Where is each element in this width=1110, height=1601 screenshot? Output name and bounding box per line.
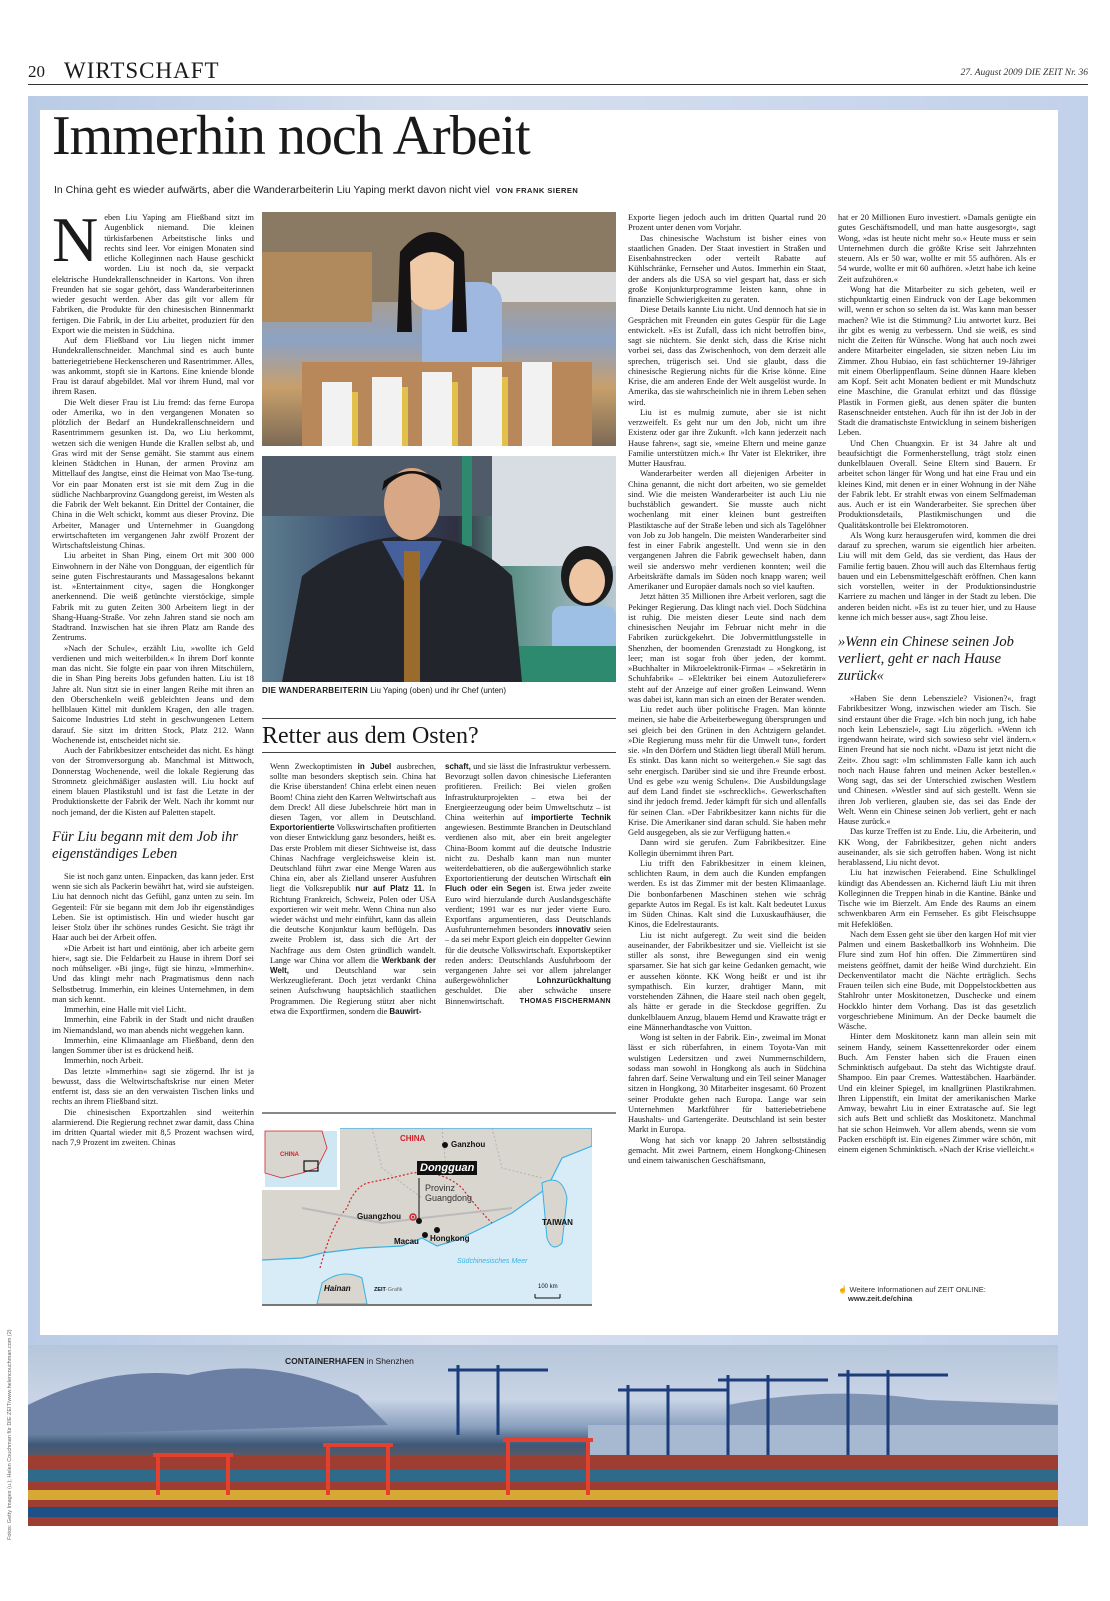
section-title: WIRTSCHAFT (64, 58, 220, 83)
paragraph: Immerhin, noch Arbeit. (64, 1055, 144, 1066)
paragraph: Auch der Fabrikbesitzer entscheidet das nicht. Es hängt von der Stromversorgung ab. Manchmal ist Mittwoch, Donnerstag Wochenende, weil die lokale Regierung das Stromnetz gleichmäßiger auslasten will. Liu hockt auf einem blauen Plastikstuhl und ist fast die Letzte in der Produktionskette der Fabrik der Welt. Nach ihr kommt nur noch jemand, der die Kisten auf Paletten stapelt. (52, 745, 254, 817)
map-label-guangzhou: Guangzhou (357, 1212, 401, 1221)
paragraph: Immerhin, eine Klimaanlage am Fließband, denn den langen Sommer über ist es drückend heiß. (52, 1034, 254, 1055)
paragraph: Wong hat die Mitarbeiter zu sich gebeten, weil er stichpunktartig einen Eindruck von der Lage bekommen will, wenn er schon so selten da ist. Was kann man besser machen? Wie ist die Stimmung? Liu antwortet kurz. Bei ihr gibt es wenig zu verbessern. Und sie weiß, es sind nicht die Zeiten für Wünsche. Wong hat auch noch zwei andere Mitarbeiter eingeladen, sie sitzen neben Liu im Zimmer. Zhou Hubiao, ein fast schüchterner 19-Jähriger mit einem Oberlippenflaum. Seine dünnen Haare kleben am Kopf. Seit acht Monaten bedient er mit Mundschutz eine Maschine, die Granulat erhitzt und das flüssige Plastik in Formen gießt, aus denen später die bunten Rasenschneider entstehen. Auch für ihn ist der Job in der Stadt die dramatischste Entwicklung in seinem bisherigen Leben. (838, 283, 1036, 438)
text-run: und Deutschland war sein Werkzeuglieferant. Doch jetzt verdankt China seinen Aufschwung hauptsächlich staatlichen Programmen. Die Regierung stützt aber nicht etwa die Exportfirmen, sondern die (270, 966, 436, 1016)
text-run: Volkswirtschaften profitierten von dieser Entwicklung ganz besonders, heißt es. Das erste Problem mit dieser Sichtweise ist, dass Chinas Nachfrage vergleichsweise klein ist. Deutschland führt zwar eine Menge Waren aus China ein, aber als Zielland unserer Ausfuhren liegt die Volksrepublik (270, 823, 436, 894)
map-taiwan (542, 1180, 567, 1247)
paragraph: Die chinesischen Exportzahlen sind weiterhin alarmierend. Die Regierung rechnet zwar damit, dass China im dritten Quartal wieder mit 8,5 Prozent wachsen wird, nach 7,9 Prozent im zweiten. Chinas (52, 1106, 254, 1148)
col1-paragraphs-after (52, 871, 254, 1148)
paragraph: Liu redet auch über politische Fragen. Man könnte meinen, sie habe die Arbeiterbewegung übersprungen und sei gleich bei den Grünen in den Achtzigern gelandet. »Die Regierung muss mehr für die Umwelt tun«, fordert sie. »In den Dörfern und Städten liegt überall Müll herum. Es stinkt. Das kann nicht so weitergehen.« Sie sagt das sehr energisch. Darüber sind sie und ihre Freunde erbost. Und es gebe »zu wenig Schulen«. Die Ausbildungslage auf dem Land findet sie »schrecklich«. Gewerkschaften sind ihr jedoch fremd. Jeder kämpft für sich und allenfalls für seinen Clan. »Der Fabrikbesitzer kann nichts für die Krise. Die Amerikaner sind daran schuld. Sie haben mehr Geld ausgegeben, als sie zur Verfügung hatten.« (628, 704, 826, 837)
paragraph: Immerhin, eine Fabrik in der Stadt und nicht draußen im Niemandsland, wo man abends nicht weggehen kann. (52, 1014, 254, 1035)
paragraph: »Die Arbeit ist hart und eintönig, aber ich arbeite gern hier«, sagt sie. Die Feldarbeit zu Hause in ihrem Dorf sei noch mühseliger. »Bi jing«, fügt sie hinzu, »Immerhin«. Und das klingt mehr nach Pragmatismus denn nach Selbstbetrug. Immerhin, ein kleines Unternehmen, in dem man sich kennt. (52, 942, 254, 1004)
paragraph: Wong hat sich vor knapp 20 Jahren selbstständig gemacht. Mit zwei Partnern, einem Hongkong-Chinesen und einem taiwanischen Geschäftsmann, (628, 1134, 826, 1165)
paragraph: Liu trifft den Fabrikbesitzer in einem kleinen, schlichten Raum, in dem auch die Kunden empfangen werden. Es ist das Zimmer mit der besten Klimaanlage. Die bonbonfarbenen Maschinen stehen wie schräg geparkte Autos im Regal. Es ist kalt. Kalt bedeutet Luxus im Süden Chinas. Kalt sind die Luxuskaufhäuser, die Kinos, die Edelrestaurants. (628, 857, 826, 930)
issue-line: 27. August 2009 DIE ZEIT Nr. 36 (960, 68, 1088, 78)
paragraph: Dann wird sie gerufen. Zum Fabrikbesitzer. Eine Kollegin übernimmt ihren Part. (628, 837, 826, 858)
paragraph: Das letzte »Immerhin« sagt sie zögernd. Ihr ist ja bewusst, dass die Weltwirtschaftskrise nur einen Meter entfernt ist, dass sie an den verwaisten Tischen links und rechts an ihrem Fließband sitzt. (52, 1065, 254, 1107)
commentary-title-rule (262, 752, 616, 753)
paragraph: Wong ist selten in der Fabrik. Ein-, zweimal im Monat lässt er sich rüberfahren, in einem Toyota-Van mit wulstigen Ledersitzen und zwei Nummernschildern, sodass man sowohl in Hongkong als auch in Südchina fahren darf. Seine Verwaltung und ein Teil seiner Manager sitzen in Hongkong, 30 Mitarbeiter insgesamt. 60 Prozent seiner Produkte gehen nach Europa. Lange war sein Unternehmen Marktführer für batteriebetriebene Haushalts- und Gartengeräte. Deutschland ist sein bester Markt in Europa. (628, 1032, 826, 1135)
map-label-ganzhou: Ganzhou (451, 1140, 486, 1149)
col4-paragraphs (838, 284, 1036, 622)
masthead (28, 60, 1088, 85)
text-run: In Richtung Frankreich, Schweiz, Polen oder USA exportieren wir weit mehr. Wenn China nun also wieder wächst und mehr einführt, kann das allein die deutsche Konjunktur kaum beflügeln. Das zweite Problem ist, dass sich die Art der Nachfrage aus dem Osten gründlich wandelt. Lange war China vor allem die (270, 884, 436, 965)
commentary-column-1 (270, 762, 436, 1017)
col4-first-paragraph: hat er 20 Millionen Euro investiert. »Damals genügte ein gutes Geschäftsmodell, und man hatte ausgesorgt«, sagt Wong, »das ist heute nicht mehr so.« Heute muss er sein Unternehmen durch die größte Krise seit Jahrzehnten steuern. Als er 50 war, wollte er mit 55 aufhören. Als er 54 wurde, wollte er mit 60 aufhören. »Jetzt habe ich keine Zeit aufzuhören.« (838, 212, 1036, 284)
photo-credit: Fotos: Getty Images (u.); Helen Couchman für DIE ZEIT/www.helencouchman.com (2) (7, 1329, 13, 1540)
intertitle: Für Liu begann mit dem Job ihr eigenständiges Leben (52, 828, 239, 862)
map-scale-label: 100 km (538, 1284, 558, 1290)
intertitle-quote: »Wenn ein Chinese seinen Job verliert, geht er nach Hause zurück« (838, 634, 1014, 684)
container-rows (28, 1455, 1058, 1526)
map-source: ZEIT-Grafik (374, 1287, 403, 1293)
paragraph: »Nach der Schule«, erzählt Liu, »wollte ich Geld verdienen und mich weiterbilden.« In ihrem Dorf konnte man das nicht. Sie folgte ein paar von ihren Mitschülern, die in Shan Ping bereits Jobs gefunden hatten. Liu ist 18 Jahre alt. Nun sitzt sie in einer langen Reihe mit ihren an den Oberschenkeln weiß gebleichten Jeans und dem hellblauen Kittel mit dunklem Kragen, den alle tragen. Saicome Industries Ltd steht in geschwungenen Lettern darauf. Sie sitzt im dritten Stock, Platz 212. Wann Wochenende ist, entscheidet nicht sie. (52, 642, 254, 745)
harbor-caption-label: CONTAINERHAFEN (285, 1356, 365, 1366)
text-run: angewiesen. Bestimmte Branchen in Deutschland verdienen also mit, aber ein breit angelegter China-Boom kommt auf die deutsche Industrie nicht zu. Deshalb kann man nun munter weiterdebattieren, ob die außergewöhnlich starke Exportorientierung der deutschen Wirtschaft (445, 823, 611, 884)
subhead-text: In China geht es wieder aufwärts, aber die Wanderarbeiterin Liu Yaping merkt davon nicht viel (54, 184, 490, 196)
commentary-column-2 (445, 762, 611, 1007)
paragraph: Liu ist nicht aufgeregt. Zu weit sind die beiden auseinander, der Fabrikbesitzer und sie. Vielleicht ist sie stiller als sonst, ihre Bewegungen sind ein wenig sparsamer. Sie hat sich gar keine Gedanken gemacht, wie er aussehen könnte. KK Wong heißt er und ist ihr sympathisch. Ein kurzer, drahtiger Mann, mit vorstehenden Zähnen, die Haare steil nach oben gegelt, als hätte er gerade in die Steckdose gegriffen. Zu dunkelblauem Anzug, blauem Hemd und Krawatte trägt er eine Männerhandtasche von Vuitton. (628, 929, 826, 1032)
photo-worker-illustration (262, 212, 616, 446)
map-label-macau: Macau (394, 1237, 419, 1246)
map-inset-label: CHINA (280, 1152, 299, 1158)
paragraph: Wanderarbeiter werden all diejenigen Arbeiter in China genannt, die nicht dort arbeiten, wo sie gemeldet sind. Wie die meisten Wanderarbeiter ist auch Liu nie buchstäblich gewandert. Sie musste auch nicht wochenlang mit einer kleinen bunt gestreiften Plastiktasche auf der Straße leben und sich als Tagelöhner von Job zu Job hangeln. Die meisten Wanderarbeiter sind fest in einer Fabrik angestellt. Und wenn sie in den vergangenen Jahren die Fabrik gewechselt haben, dann weil sie anderswo mehr verdienen konnten; weil die Arbeitskräfte damals im Süden noch knapp waren; weil Amerikaner und Europäer damals noch so viel kauften. (628, 468, 826, 591)
harbor-caption-text: in Shenzhen (366, 1356, 414, 1366)
photo-caption (262, 686, 506, 695)
emphasis: innovativ (555, 925, 591, 935)
map-label-china: CHINA (400, 1134, 426, 1143)
paragraph: Jetzt hätten 35 Millionen ihre Arbeit verloren, sagt die Pekinger Regierung. Das klingt nach viel. Doch Südchina ist ruhig. Die meisten dieser Leute sind nach dem chinesischen Neujahr im Februar nicht mehr in die Fabriken zurückgekehrt. Die Jobvermittlungsstelle in Shenzhen, der boomenden Grenzstadt zu Hongkong, ist leer; man ist sogar froh über jeden, der kommt. »Buchhalter in Mikroelektronik-Firma« – »Sekretärin in Schuhfabrik« – »Elektriker bei einem Autozulieferer« steht auf der Anzeige auf einer großen Leinwand. Wenn was dabei ist, kann man sich an einen der Berater wenden. (628, 591, 826, 704)
text-run: ausbrechen, sollte man besonders skeptisch sein. China hat die Krise überstanden! China erlebt einen neuen Boom! China zieht den Karren Weltwirtschaft aus dem Dreck! All diese Jubelschreie hört man in diesen Tagen, vor allem in Deutschland. (270, 762, 436, 823)
map-guangdong (262, 1128, 592, 1306)
photo-boss (262, 456, 616, 682)
emphasis: in Jubel (357, 762, 392, 771)
text-run: ist. Etwa jeder zweite Euro wird hierzulande durch Auslandsgeschäfte verdient; 1991 war es nur jeder vierte Euro. Exportfans argumentieren, dass Deutschlands Ausfuhrunternehmen besonders (445, 884, 611, 935)
zeit-online-label: Weitere Informationen auf ZEIT ONLINE: (849, 1285, 986, 1294)
map-label-sea: Südchinesisches Meer (457, 1258, 528, 1265)
commentary-bottom-rule (262, 1112, 616, 1114)
paragraph: Liu ist es mulmig zumute, aber sie ist nicht verzweifelt. Es geht nur um den Job, nicht um ihre Existenz oder gar ihre Zukunft. »Ich kann jederzeit nach Hause fahren«, sagt sie, »meine Eltern und meine ganze Familie unterstützen mich.« Ihr Vater ist Elektriker, ihre Mutter Hausfrau. (628, 406, 826, 468)
lead-paragraph: Neben Liu Yaping am Fließband sitzt im Augenblick niemand. Die kleinen türkisfarbenen Arbeitstische links und rechts sind leer. Vor einigen Monaten sind etliche Kolleginnen nach Hause geschickt worden. Liu ist noch da, sie verpackt elektrische Hundekrallenschneider in Kartons. Von ihren Freunden hat sie sogar gehört, dass Wanderarbeiterinnen wieder gesucht werden. Aber das gilt vor allem für Fabriken, die Produkte für den chinesischen Binnenmarkt fertigen. Die Fabrik, in der Liu arbeitet, produziert für den Export wie die meisten in Südchina. (52, 212, 254, 335)
emphasis: Lohnzurückhaltung (536, 976, 611, 986)
map-label-dongguan: Dongguan (417, 1161, 477, 1175)
paragraph: Hinter dem Moskitonetz kann man allein sein mit seinem Handy, seinem Kassettenrekorder oder einem Buch. Am Fenster haben sich die Frauen einen Schminktisch aufgebaut. Da steht das Wichtigste drauf. Shampoo. Ein paar Cremes. Wattestäbchen. Haarbänder. Und ein kleiner Spiegel, im knallgrünen Plastikrahmen. Ihren Lippenstift, ein Imitat der amerikanischen Marke Amway, bewahrt Liu in einer Extratasche auf. Sie legt sich aufs Bett und schließt das Moskitonetz. Manchmal hat sie schon Heimweh. Vor allem abends, wenn sie vom Packen erschöpft ist. Ein eigenes Zimmer wäre schön, mit einem eigenen Schminktisch. »Nach der Krise vielleicht.« (838, 1031, 1036, 1154)
emphasis: Bauwirt- (389, 1006, 422, 1016)
paragraph: Das kurze Treffen ist zu Ende. Liu, die Arbeiterin, und KK Wong, der Fabrikbesitzer, gehen nicht anders auseinander, als sie sich getroffen haben. Wong ist nicht herablassend, Liu nicht devot. (838, 826, 1036, 867)
article-column-1 (52, 212, 254, 1304)
map-label-hongkong: Hongkong (430, 1234, 470, 1243)
paragraph: Auf dem Fließband vor Liu liegen nicht immer Hundekrallenschneider. Manchmal sind es auch bunte batteriegetriebene Heckenscheren und Rasentrimmer. Alles, was ankommt, stopft sie in Kartons. Eine kniende blonde Frau ist darauf abgebildet. Mal vor ihrem Hund, mal vor ihrem Rasen. (52, 335, 254, 397)
emphasis: Exportorientierte (270, 823, 335, 833)
zeit-online-url[interactable]: www.zeit.de/china (848, 1294, 913, 1303)
paragraph: Liu arbeitet in Shan Ping, einem Ort mit 300 000 Einwohnern in der Nähe von Dongguan, der eigentlich für seine guten Fischrestaurants und Massagesalons bekannt ist. »Entertainment city«, sagen die Hongkonger anerkennend. Die weiß getünchte vierstöckige, simple Fabrik mit zu guten Zeiten 300 Arbeitern liegt in der Shang-Huang-Straße. Vor zehn Jahren stand sie noch am Stadtrand. Inzwischen hat sie ihren Platz am Rande des Zentrums. (52, 550, 254, 643)
photo-worker (262, 212, 616, 446)
commentary-paragraph (270, 762, 436, 1017)
text-run: und sie lässt die Infrastruktur verbessern. Bevorzugt sollen davon chinesische Lieferanten profitieren. Freilich: Bei vielen großen Infrastrukturprojekten – etwa bei der Energieerzeugung oder beim Umweltschutz – ist China weiterhin auf (445, 762, 611, 823)
commentary-top-rule (262, 718, 616, 719)
harbor-caption (285, 1356, 414, 1366)
paragraph: Immerhin, eine Halle mit viel Licht. (64, 1004, 187, 1014)
text-run: seien – da sei mehr Export gleich ein doppelter Gewinn für die deutsche Volkswirtschaft. Exportskeptiker reden anders: Deutschlands Ausfuhrboom der vergangenen Jahre sei vor allem jahrelanger außergewöhnlicher (445, 925, 611, 986)
emphasis: ein Fluch oder ein Segen (445, 874, 611, 894)
paragraph: Und Chen Chuangxin. Er ist 34 Jahre alt und beaufsichtigt die Formenherstellung, trägt stolz einen dunkelblauen Overall. Seine Eltern sind Bauern. Er arbeitet schon länger für Wong und hat eine Frau und ein kleines Kind, mit denen er in einer Wohnung in der Nähe der Fabrik lebt. Er strahlt etwas von einem Selfmademan aus. Auch er ist ein Wanderarbeiter. Sie sprechen über Produktionsdetails, Plastikmischungen und die Qualitätskontrolle bei Elektromotoren. (838, 437, 1036, 530)
paragraph: »Haben Sie denn Lebensziele? Visionen?«, fragt Fabrikbesitzer Wong, inzwischen wieder am Tisch. Sie sind erstaunt über die Frage. »Ich bin noch jung, ich habe noch kein Lebensziel«, sagt Liu zögerlich. »Wenn ich irgendwann heirate, wird sich sowieso sehr viel ändern.« Einen Freund hat sie noch nicht. »Dazu ist jetzt nicht die Zeit«. Zhou sagt: »Im schlimmsten Falle kann ich auch noch nach Hause fahren und meinen Acker bestellen.« Wong sagt, das sei der Unterschied zwischen Westlern und Chinesen. »Westler sind auf sich gestellt. Wenn sie ihren Job verlieren, glauben sie, das sei das Ende der Welt. Wenn ein Chinese seinen Job verliert, geht er nach Hause zurück.« (838, 693, 1036, 826)
emphasis: importierte Technik (531, 813, 611, 823)
text-run: Wenn Zweckoptimisten (270, 762, 358, 771)
col3-paragraphs (628, 233, 826, 1166)
map-graphic (262, 1128, 592, 1304)
zeit-online-link[interactable] (838, 1285, 986, 1303)
byline: VON FRANK SIEREN (495, 186, 579, 195)
paragraph: Als Wong kurz herausgerufen wird, kommen die drei darauf zu sprechen, warum sie eigentlich hier arbeiten. Liu will mit dem Geld, das sie verdient, das Haus der Familie fertig bauen. Zhou will auch das Elternhaus fertig bauen und ein Lebensmittelgeschäft eröffnen. Chen kann sich vorstellen, weiter in der Produktionsindustrie Karriere zu machen und länger in der Stadt zu leben. Die anderen beiden nicht. »Es ist zu teuer hier, und zu Hause kenne ich mich besser aus«, sagt Zhou leise. (838, 529, 1036, 622)
text-run: geschuldet. Die aber schwäche unsere Binnenwirtschaft. (445, 986, 611, 1006)
paragraph: Nach dem Essen geht sie über den kargen Hof mit vier Palmen und einem Basketballkorb ins Wohnheim. Die Flure sind zum Hof hin offen. Die Zimmertüren sind meistens geöffnet, damit der heiße Wind durchzieht. Ein Deckenventilator macht die Nächte erträglich. Sechs Frauen teilen sich eine Bude, mit Doppelstockbetten aus Stahlrohr unter Moskitonetzen, Duschecke und einem Hockklo hinter dem Vorhang. Das ist das gesetzlich vorgeschriebene Minimum. An der Decke baumelt die Wäsche. (838, 928, 1036, 1031)
map-label-province: Provinz Guangdong (425, 1183, 473, 1203)
subhead (54, 184, 578, 196)
paragraph: Liu hat inzwischen Feierabend. Eine Schulklingel kündigt das Abendessen an. Kichernd läuft Liu mit ihren Kolleginnen die Treppen hinab in die Kantine. Bänke und Tische wie im Bierzelt. Am Ende des Raums an einem schwenkbaren Arm ein Fernseher. Es gibt Fleischsuppe mit Hefeklößen. (838, 867, 1036, 929)
emphasis: Werkbank der Welt, (270, 955, 436, 976)
emphasis: schaft, (445, 762, 471, 771)
col3-first-paragraph: Exporte liegen jedoch auch im dritten Quartal rund 20 Prozent unter denen vom Vorjahr. (628, 212, 826, 233)
pointer-hand-icon: ☝ (838, 1285, 848, 1294)
paragraph: Die Welt dieser Frau ist Liu fremd: das ferne Europa oder Amerika, wo in den vergangenen Monaten so plötzlich der Bedarf an Hundekrallenschneidern und Rasentrimmern gesunken ist. Da, wo Liu herkommt, wetzen sich die wenigen Hunde die Krallen selbst ab, und Gras wird mit der Sense gemäht. Sie stammt aus einem kleinen Städtchen in Hunan, der armen Provinz am Mittellauf des Jangtse, einst die Heimat von Mao Tse-tung. Vor ein paar Monaten erst ist sie mit dem Zug in die südliche Nachbarprovinz Guangdong gereist, im Westen als die Fabrik der Welt bekannt. Ein Drittel der Container, die China in die Welt schickt, kommt aus dieser Provinz. Die Arbeiter, Manager und Unternehmer in Guangdong erwirtschafteten im vergangenen Jahr zwölf Prozent der Wirtschaftsleistung Chinas. (52, 396, 254, 550)
dropcap: N (52, 212, 99, 275)
photo-boss-illustration (262, 456, 616, 682)
headline: Immerhin noch Arbeit (52, 105, 530, 167)
paragraph: Sie ist noch ganz unten. Einpacken, das kann jeder. Erst wenn sie sich als Packerin bewährt hat, wird sie aufsteigen. Liu hat dennoch nicht das Gefühl, ganz unten zu sein. Im Gegenteil: Für sie begann mit dem Job ihr eigenständiges Leben. Sie ist optimistisch. Hin und wieder huscht gar leiser Stolz über ihr schönes rundes Gesicht. Sie trägt ihr Haar auch bei der Arbeit offen. (52, 870, 254, 943)
commentary-author: THOMAS FISCHERMANN (519, 997, 611, 1005)
map-label-hainan: Hainan (324, 1284, 351, 1293)
commentary-paragraph (445, 762, 611, 1007)
photo-caption-text: Liu Yaping (oben) und ihr Chef (unten) (370, 686, 507, 695)
article-column-4 (838, 212, 1036, 1304)
col1-paragraphs (52, 335, 254, 817)
harbor-photo (28, 1345, 1058, 1526)
paragraph: Das chinesische Wachstum ist bisher eines von staatlichen Gnaden. Der Staat investiert in Straßen und Eisenbahnstrecken oder verteilt Rabatte auf Kühlschränke, Fernseher und Autos. Immerhin ein Staat, der anders als die USA so viel gespart hat, dass er sich große Konjunkturprogramme leisten kann, ohne in finanzielle Schwierigkeiten zu geraten. (628, 232, 826, 304)
article-column-3 (628, 212, 826, 1304)
photo-caption-label: DIE WANDERARBEITERIN (262, 686, 369, 695)
commentary-title: Retter aus dem Osten? (262, 723, 479, 749)
map-label-taiwan: TAIWAN (542, 1218, 573, 1227)
paragraph: Diese Details kannte Liu nicht. Und dennoch hat sie in Gesprächen mit Freunden ein gutes Gespür für die Lage entwickelt. »Es ist Zufall, dass ich nicht betroffen bin«, sagt sie nüchtern. Sie denkt sich, dass die Krise nicht vorbei sei, dass das Zwischenhoch, von dem derzeit alle sprechen, trügerisch sei. Und sie glaubt, dass die chinesische Regierung nichts für die Krise könne. Eine Krise, die am anderen Ende der Welt ausgelöst wurde. In Amerika, das sie wahrscheinlich nie in ihrem Leben sehen wird. (628, 304, 826, 407)
harbor-illustration (28, 1345, 1058, 1526)
page-number: 20 (28, 62, 45, 81)
col4-paragraphs-after (838, 693, 1036, 1154)
emphasis: nur auf Platz 11. (355, 884, 425, 894)
